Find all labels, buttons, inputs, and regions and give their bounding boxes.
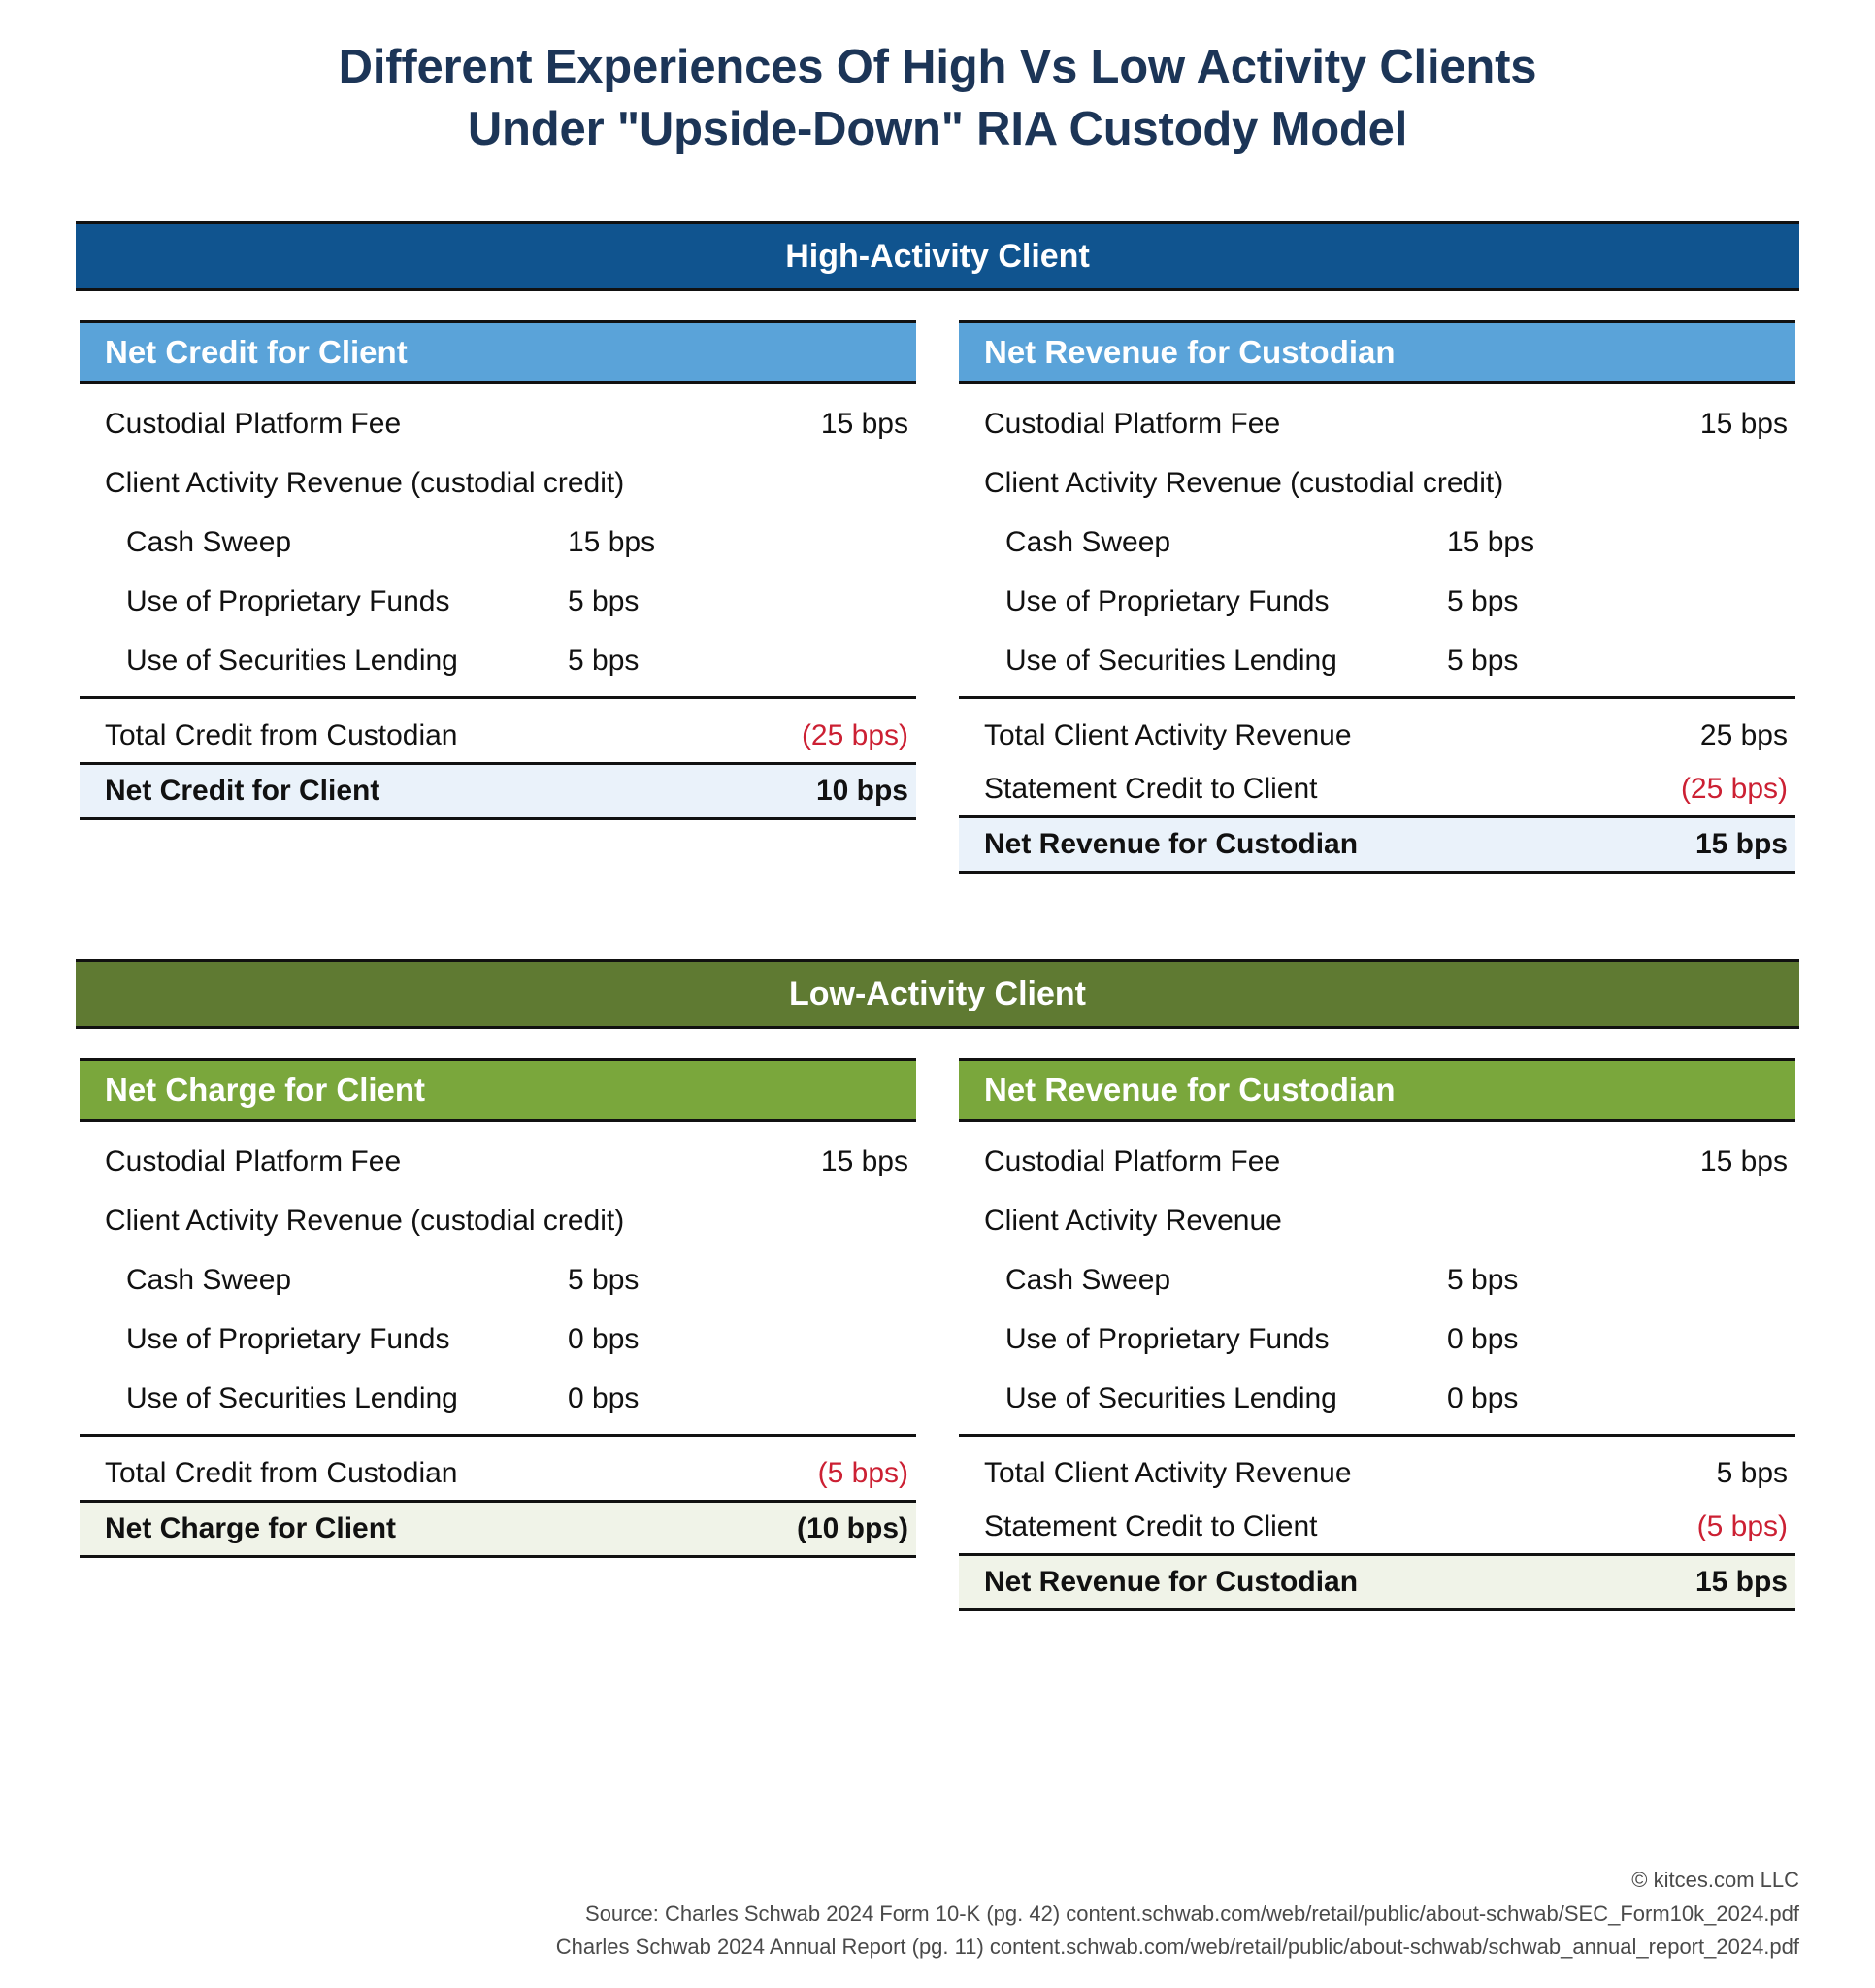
table-row xyxy=(80,516,916,568)
row-value: 15 bps xyxy=(820,1144,908,1177)
divider xyxy=(959,696,1795,699)
row-label: Use of Securities Lending xyxy=(1005,1381,1337,1414)
table-row xyxy=(959,1373,1795,1424)
panel-low-net-revenue-for-custodian xyxy=(959,1058,1795,1611)
row-label: Net Revenue for Custodian xyxy=(984,828,1359,861)
table-row xyxy=(959,1254,1795,1306)
row-label: Total Client Activity Revenue xyxy=(984,1456,1352,1489)
row-value: 0 bps xyxy=(568,1381,640,1414)
table-row xyxy=(80,635,916,686)
table-row xyxy=(959,1136,1795,1187)
row-label: Custodial Platform Fee xyxy=(105,407,402,440)
source-line-2: Charles Schwab 2024 Annual Report (pg. 11) content.schwab.com/web/retail/public/about-schwab/schwab_annual_report_2024.pdf xyxy=(555,1934,1799,1959)
row-value: 25 bps xyxy=(1699,718,1788,751)
table-row xyxy=(80,1195,916,1246)
panel-low-right-subheader xyxy=(959,1058,1795,1122)
title-line-1: Different Experiences Of High Vs Low Activity Clients xyxy=(338,41,1537,93)
page-title xyxy=(76,0,1799,160)
row-value: (5 bps) xyxy=(817,1456,908,1489)
row-value: (25 bps) xyxy=(1680,772,1788,805)
row-label: Statement Credit to Client xyxy=(984,1509,1318,1542)
source-line-1: Source: Charles Schwab 2024 Form 10-K (pg. 42) content.schwab.com/web/retail/public/about-schwab/SEC_Form10k_2024.pdf xyxy=(585,1902,1799,1927)
row-label: Net Revenue for Custodian xyxy=(984,1566,1359,1599)
row-label: Use of Proprietary Funds xyxy=(126,584,450,617)
panel-low-left-subheader xyxy=(80,1058,916,1122)
divider xyxy=(80,1434,916,1437)
table-row-total xyxy=(959,1500,1795,1553)
table-row xyxy=(80,457,916,509)
table-row-net xyxy=(959,815,1795,874)
divider xyxy=(959,1434,1795,1437)
row-label: Cash Sweep xyxy=(126,1263,292,1296)
table-row xyxy=(80,1373,916,1424)
section-banner-high-activity xyxy=(76,221,1799,291)
row-label: Use of Proprietary Funds xyxy=(1005,1322,1330,1355)
row-value: 5 bps xyxy=(1447,644,1519,677)
row-value: 0 bps xyxy=(568,1322,640,1355)
row-label: Cash Sweep xyxy=(126,525,292,558)
row-value: (25 bps) xyxy=(801,718,908,751)
row-label: Use of Securities Lending xyxy=(1005,644,1337,677)
row-value: 15 bps xyxy=(1694,828,1788,861)
table-row xyxy=(959,1313,1795,1365)
row-label: Custodial Platform Fee xyxy=(105,1144,402,1177)
row-value: 15 bps xyxy=(568,525,656,558)
row-label: Total Client Activity Revenue xyxy=(984,718,1352,751)
divider xyxy=(80,696,916,699)
section-banner-low-activity-label: Low-Activity Client xyxy=(788,975,1087,1012)
row-label: Client Activity Revenue (custodial credit) xyxy=(105,466,625,499)
row-label: Use of Proprietary Funds xyxy=(1005,584,1330,617)
footer xyxy=(76,1864,1799,1963)
table-row-total xyxy=(959,762,1795,815)
table-row xyxy=(959,457,1795,509)
row-value: 15 bps xyxy=(1699,407,1788,440)
table-row xyxy=(80,1313,916,1365)
row-label: Use of Securities Lending xyxy=(126,644,458,677)
row-value: 5 bps xyxy=(568,644,640,677)
table-row xyxy=(80,1136,916,1187)
table-row xyxy=(80,576,916,627)
panel-high-net-credit-for-client xyxy=(80,320,916,874)
row-value: 15 bps xyxy=(820,407,908,440)
high-activity-columns xyxy=(76,320,1799,874)
table-row-total xyxy=(80,1446,916,1500)
panel-high-net-revenue-for-custodian xyxy=(959,320,1795,874)
table-row-net xyxy=(80,762,916,820)
row-value: (5 bps) xyxy=(1696,1509,1788,1542)
row-value: 5 bps xyxy=(1447,1263,1519,1296)
table-row xyxy=(959,398,1795,449)
row-label: Net Charge for Client xyxy=(105,1512,397,1545)
table-row xyxy=(959,635,1795,686)
row-label: Client Activity Revenue xyxy=(984,1204,1282,1237)
table-row-total xyxy=(80,709,916,762)
row-value: 0 bps xyxy=(1447,1322,1519,1355)
row-value: 10 bps xyxy=(815,775,908,808)
section-banner-high-activity-label: High-Activity Client xyxy=(785,237,1090,275)
table-row-total xyxy=(959,709,1795,762)
row-value: 15 bps xyxy=(1694,1566,1788,1599)
row-label: Cash Sweep xyxy=(1005,1263,1171,1296)
row-value: 15 bps xyxy=(1447,525,1535,558)
table-row xyxy=(80,1254,916,1306)
row-value: 5 bps xyxy=(568,584,640,617)
table-row xyxy=(959,576,1795,627)
row-value: 15 bps xyxy=(1699,1144,1788,1177)
table-row-net xyxy=(959,1553,1795,1611)
panel-high-right-subheader-label: Net Revenue for Custodian xyxy=(984,334,1396,371)
row-value: 5 bps xyxy=(1447,584,1519,617)
panel-high-left-subheader xyxy=(80,320,916,384)
row-label: Client Activity Revenue (custodial credit) xyxy=(984,466,1504,499)
row-label: Total Credit from Custodian xyxy=(105,718,458,751)
table-row-total xyxy=(959,1446,1795,1500)
row-label: Client Activity Revenue (custodial credit) xyxy=(105,1204,625,1237)
panel-low-net-charge-for-client xyxy=(80,1058,916,1611)
table-row-net xyxy=(80,1500,916,1558)
row-value: 5 bps xyxy=(568,1263,640,1296)
panel-low-right-subheader-label: Net Revenue for Custodian xyxy=(984,1072,1396,1109)
table-row xyxy=(80,398,916,449)
panel-high-right-subheader xyxy=(959,320,1795,384)
row-label: Net Credit for Client xyxy=(105,775,380,808)
copyright-text: © kitces.com LLC xyxy=(1631,1867,1799,1892)
row-value: 0 bps xyxy=(1447,1381,1519,1414)
row-label: Total Credit from Custodian xyxy=(105,1456,458,1489)
panel-high-left-subheader-label: Net Credit for Client xyxy=(105,334,408,371)
table-row xyxy=(959,516,1795,568)
panel-low-left-subheader-label: Net Charge for Client xyxy=(105,1072,426,1109)
section-banner-low-activity xyxy=(76,959,1799,1029)
low-activity-columns xyxy=(76,1058,1799,1611)
row-label: Statement Credit to Client xyxy=(984,772,1318,805)
row-label: Use of Proprietary Funds xyxy=(126,1322,450,1355)
row-label: Cash Sweep xyxy=(1005,525,1171,558)
title-line-2: Under "Upside-Down" RIA Custody Model xyxy=(467,102,1408,155)
row-value: (10 bps) xyxy=(796,1512,908,1545)
row-label: Custodial Platform Fee xyxy=(984,1144,1281,1177)
row-label: Custodial Platform Fee xyxy=(984,407,1281,440)
table-row xyxy=(959,1195,1795,1246)
row-label: Use of Securities Lending xyxy=(126,1381,458,1414)
row-value: 5 bps xyxy=(1716,1456,1788,1489)
